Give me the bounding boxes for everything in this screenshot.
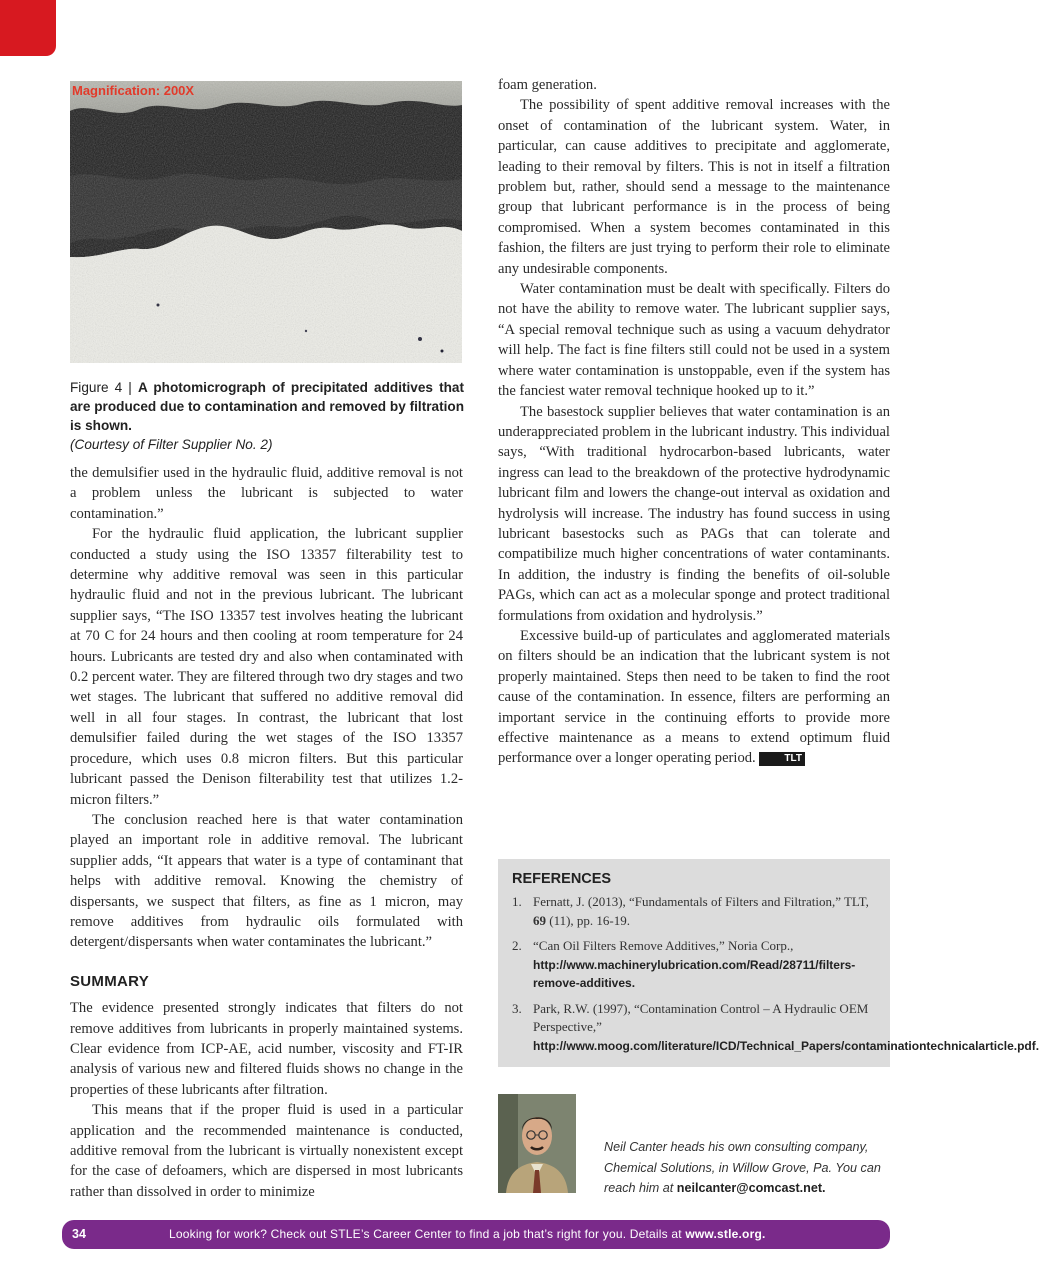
photomicrograph-image bbox=[70, 81, 462, 363]
references-box bbox=[498, 859, 1039, 1067]
reference-number: 3. bbox=[512, 1000, 522, 1016]
summary-heading: SUMMARY bbox=[70, 972, 150, 990]
author-portrait-graphic bbox=[498, 1094, 576, 1193]
paragraph: This means that if the proper fluid is used in a particular application and the recommended maintenance is conducted, additive removal from the lubricant is virtually nonexistent except for the case of defoamers, which are dispersed in most lubricants rather than dissolved in order to minimize bbox=[70, 1102, 463, 1200]
paragraph: The conclusion reached here is that water contamination played an important role in additive removal. The lubricant supplier adds, “It appears that water is a type of contaminant that helps with additive removal. Knowing the chemistry of dispersants, we suspect that filters, as fine as 1 micron, may remove additives from hydraulic oils formulated with detergent/dispersants when water contaminates the lubricant.” bbox=[70, 811, 463, 951]
magnification-label: Magnification: 200X bbox=[72, 83, 195, 98]
paragraph: For the hydraulic fluid application, the lubricant supplier conducted a study using the ISO 13357 filterability test to determine why additive removal was seen in this particular hydraulic fluid and not in the previous lubricant. The lubricant supplier says, “The ISO 13357 test involves heating the lubricant at 70 C for 24 hours and then cooling at room temperature for 24 hours. Lubricants are tested dry and also when contaminated with 0.2 percent water. They are filtered through two dry stages and two wet stages. The lubricant that suffered no additive removal did well in all four stages. In contrast, the lubricant that lost demulsifier failed during the wet stages of the ISO 13357 procedure, which uses 0.8 micron filters. But this particular lubricant passed the Denison filterability test that utilizes 1.2-micron filters.” bbox=[70, 526, 463, 808]
paragraph-last bbox=[498, 626, 890, 769]
tlt-end-mark: TLT bbox=[759, 752, 805, 766]
reference-text: “Can Oil Filters Remove Additives,” Noria Corp., bbox=[533, 938, 794, 953]
paragraph-text: Excessive build-up of particulates and agglomerated materials on filters should be an indication that the lubricant system is not properly maintained. Steps then need to be taken to find the root cause of the contamination. In essence, filters are performing an important service in the continuing efforts to provide more effective maintenance as a means to extend optimum fluid performance over a longer operating period. bbox=[498, 627, 890, 767]
author-bio-text: Neil Canter heads his own consulting company, Chemical Solutions, in Willow Grove, Pa. You can reach him at bbox=[604, 1140, 881, 1195]
reference-number: 1. bbox=[512, 894, 522, 909]
caption-number: Figure 4 | bbox=[70, 380, 138, 395]
footer-message-text: Looking for work? Check out STLE’s Career Center to find a job that’s right for you. Details at bbox=[169, 1227, 686, 1241]
reference-text-end: (11), pp. 16-19. bbox=[546, 912, 631, 928]
reference-link[interactable]: http://www.machinerylubrication.com/Read/28711/filters-remove-additives. bbox=[533, 957, 856, 990]
paragraph: The possibility of spent additive removal increases with the onset of contamination of the lubricant system. Water, in particular, can cause additives to precipitate and agglomerate, leading to their removal by filters. This is not in itself a filtration problem but, rather, should send a message to the maintenance group that lubricant performance is in the process of being compromised. When a system becomes contaminated in this fashion, the filters are just trying to perform their role to eliminate any undesirable components. bbox=[498, 97, 890, 277]
paragraph: the demulsifier used in the hydraulic fluid, additive removal is not a problem unless the lubricant is subjected to water contamination.” bbox=[70, 465, 463, 522]
caption-credit: (Courtesy of Filter Supplier No. 2) bbox=[70, 437, 273, 452]
footer-link[interactable]: www.stle.org. bbox=[685, 1227, 766, 1241]
paragraph: Water contamination must be dealt with specifically. Filters do not have the ability to remove water. The lubricant supplier says, “A special removal technique such as using a vacuum dehydrator will help. The fact is fine filters still could not be used in a system where water contamination is unstoppable, even if the system has the fanciest water removal technique hooked up to it.” bbox=[498, 281, 890, 400]
page-number: 34 bbox=[72, 1227, 86, 1241]
author-bio bbox=[604, 1137, 890, 1199]
footer-bar bbox=[62, 1220, 890, 1249]
reference-number: 2. bbox=[512, 938, 522, 953]
paragraph: foam generation. bbox=[498, 77, 597, 93]
paragraph: The basestock supplier believes that water contamination is an underappreciated problem in the lubricant industry. This individual says, “With traditional hydrocarbon-based lubricants, water ingress can lead to the breakdown of the protective hydrodynamic lubricant film and lowers the change-out interval as oxidation and hydrolysis will increase. The industry has found success in using lubricant basestocks such as PAGs that can tolerate and compatibilize much higher concentrations of water contaminants. In addition, the industry is finding the benefits of oil-soluble PAGs, which can act as a molecular sponge and protect traditional formulations from oxidation and hydrolysis.” bbox=[498, 403, 890, 624]
right-column bbox=[498, 75, 890, 769]
corner-tab bbox=[0, 0, 56, 56]
references-heading: REFERENCES bbox=[512, 871, 612, 887]
reference-item bbox=[512, 893, 876, 930]
paragraph: The evidence presented strongly indicates that filters do not remove additives from lubricants in properly maintained systems. Clear evidence from ICP-AE, acid number, viscosity and FT-IR analysis of various new and filtered fluids shows no change in the properties of these lubricants after filtration. bbox=[70, 1000, 463, 1098]
photomicrograph-graphic bbox=[70, 81, 462, 363]
reference-link[interactable]: http://www.moog.com/literature/ICD/Technical_Papers/contaminationtechnicalarticle.pdf. bbox=[533, 1038, 1039, 1053]
author-photo bbox=[498, 1094, 576, 1193]
reference-item bbox=[512, 1000, 1039, 1056]
figure-caption bbox=[70, 378, 464, 454]
reference-text: Fernatt, J. (2013), “Fundamentals of Filters and Filtration,” TLT, bbox=[533, 894, 869, 909]
reference-item bbox=[512, 937, 876, 993]
reference-volume: 69 bbox=[533, 912, 546, 928]
references-list bbox=[512, 893, 1039, 1055]
left-column bbox=[70, 463, 463, 1202]
author-email-link[interactable]: neilcanter@comcast.net. bbox=[676, 1181, 826, 1195]
footer-message bbox=[169, 1227, 766, 1241]
reference-text: Park, R.W. (1997), “Contamination Control – A Hydraulic OEM Perspective,” bbox=[533, 1000, 869, 1034]
caption-text: A photomicrograph of precipitated additives that are produced due to contamination and removed by filtration is shown. bbox=[70, 380, 465, 433]
